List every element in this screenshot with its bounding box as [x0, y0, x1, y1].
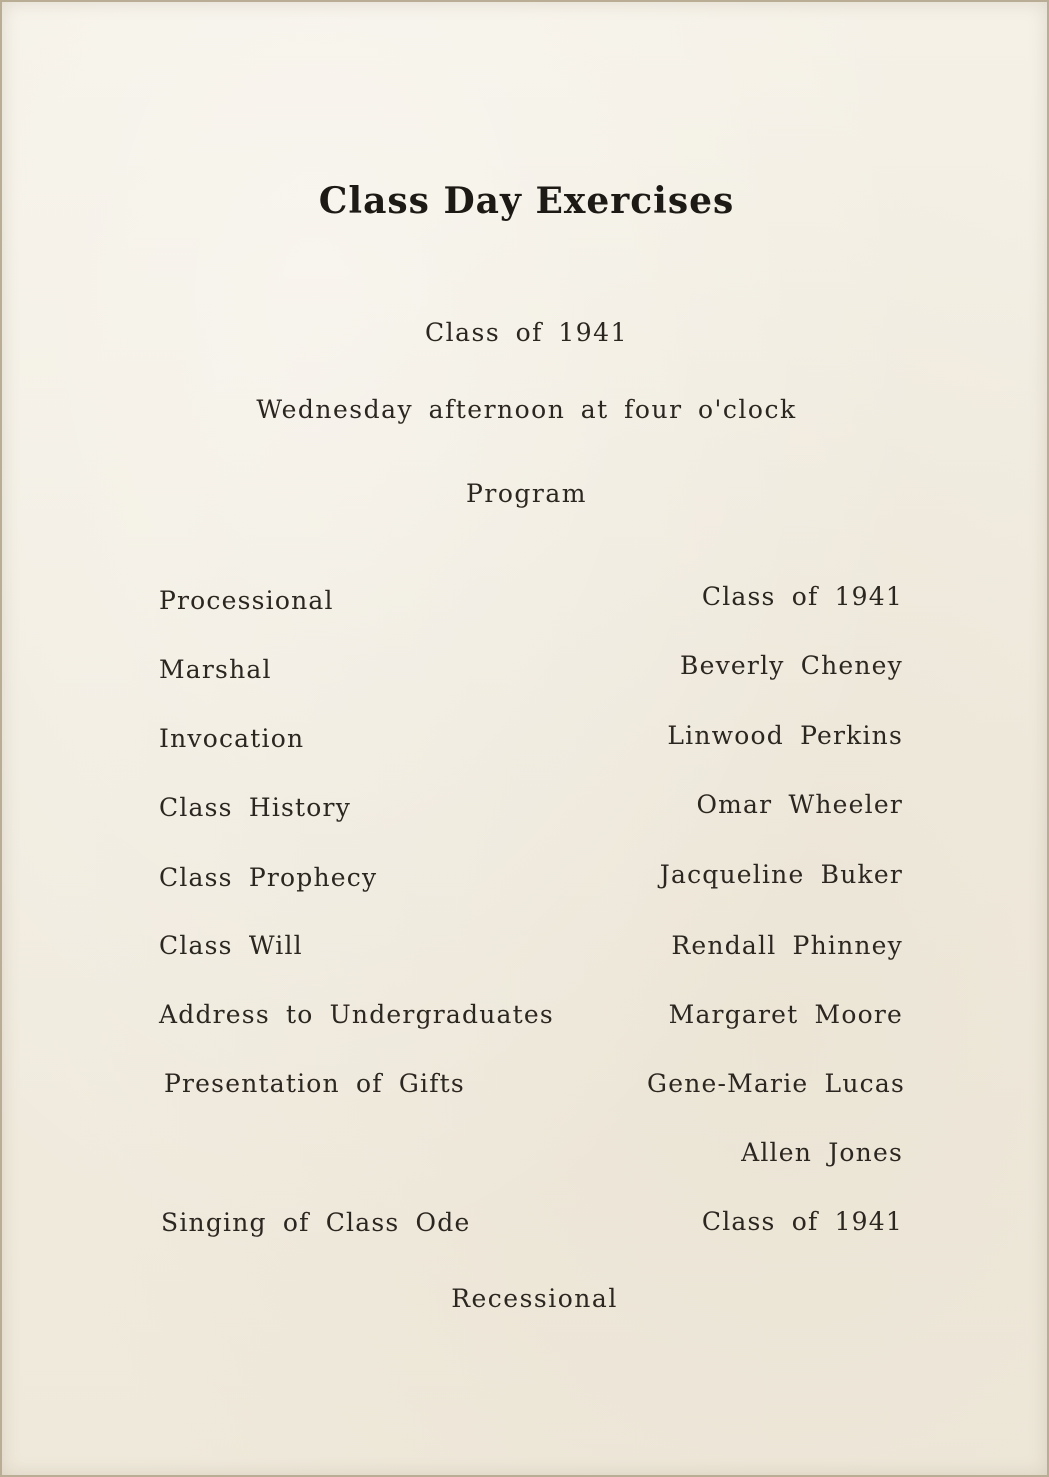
program-part: Class Will: [159, 931, 303, 960]
program-row: [2, 931, 1049, 971]
program-row: [2, 1208, 1049, 1248]
recessional-line: Recessional: [451, 1284, 618, 1313]
program-person: Class of 1941: [701, 582, 903, 611]
program-row: [2, 790, 1049, 833]
program-row: [2, 721, 1049, 764]
program-row: [2, 1138, 1049, 1178]
program-part: Singing of Class Ode: [161, 1208, 471, 1237]
program-part: Processional: [159, 586, 334, 615]
program-row: [2, 1000, 1049, 1040]
program-person: Allen Jones: [741, 1138, 903, 1167]
program-person: Rendall Phinney: [671, 931, 903, 960]
program-person: Beverly Cheney: [680, 651, 903, 680]
program-row: [2, 860, 1049, 903]
program-person: Margaret Moore: [668, 1000, 903, 1029]
program-part: Marshal: [159, 655, 272, 684]
program-part: Class History: [159, 793, 352, 822]
program-part: Invocation: [159, 724, 305, 753]
program-person: Linwood Perkins: [667, 721, 903, 750]
program-part: Presentation of Gifts: [164, 1069, 465, 1098]
program-heading: Program: [466, 479, 587, 508]
program-part: Address to Undergraduates: [159, 1000, 554, 1029]
program-row: [2, 1069, 1049, 1109]
program-person: Gene-Marie Lucas: [647, 1069, 905, 1098]
program-person: Class of 1941: [701, 1207, 903, 1236]
program-person: Jacqueline Buker: [659, 860, 903, 889]
time-line: Wednesday afternoon at four o'clock: [256, 395, 797, 424]
program-row: [2, 651, 1049, 695]
program-part: Class Prophecy: [159, 863, 378, 892]
page-title: Class Day Exercises: [318, 180, 735, 222]
program-person: Omar Wheeler: [696, 790, 903, 819]
program-row: [2, 582, 1049, 626]
class-year-line: Class of 1941: [424, 318, 628, 347]
